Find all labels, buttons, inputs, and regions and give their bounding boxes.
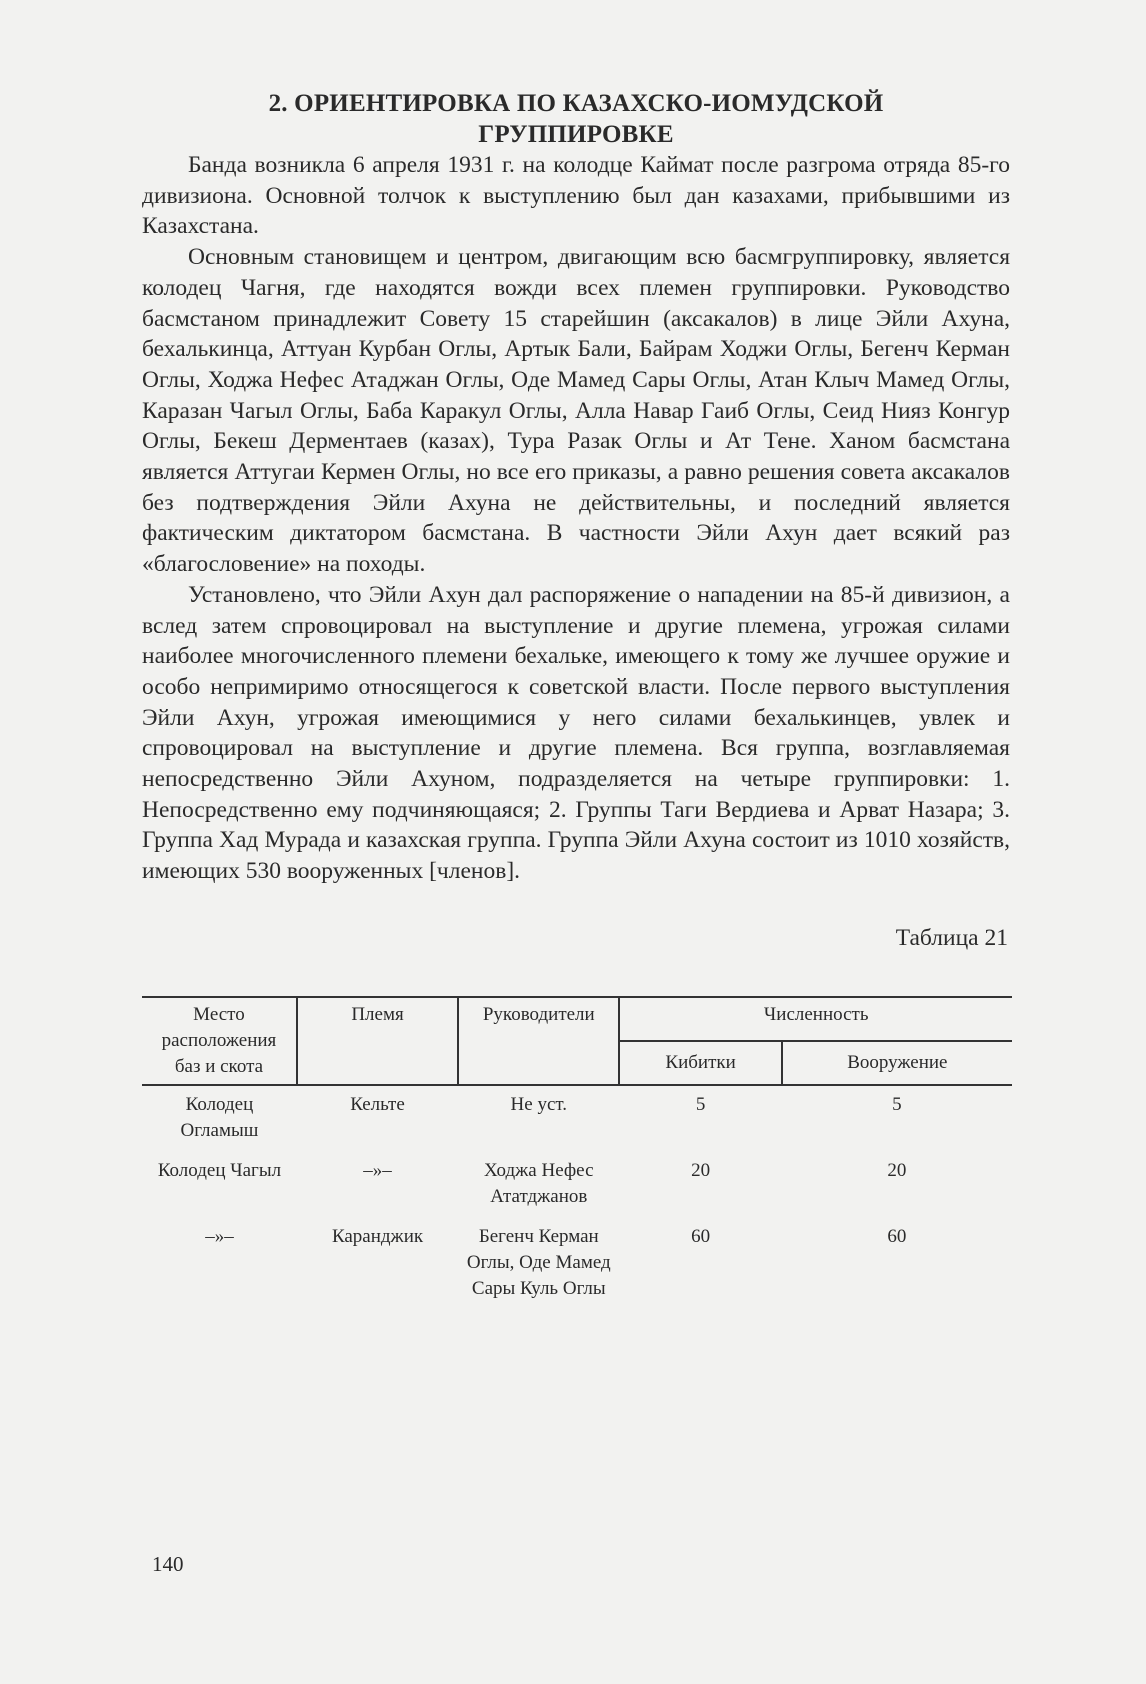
page-number: 140 — [152, 1552, 184, 1576]
cell-tents: 20 — [691, 1159, 711, 1181]
cell-tents: 5 — [695, 1093, 706, 1115]
bases-table — [142, 996, 1012, 1310]
cell-armed: 5 — [892, 1093, 902, 1115]
cell-armed: 60 — [887, 1225, 907, 1247]
cell-leaders: Не уст. — [510, 1093, 568, 1115]
header-tribe: Племя — [297, 997, 458, 1085]
header-location: Место расположения баз и скота — [142, 997, 297, 1085]
section-heading — [142, 88, 1010, 150]
cell-tribe: Каранджик — [331, 1225, 424, 1247]
cell-tribe: Кельте — [350, 1093, 405, 1115]
cell-location: –»– — [205, 1225, 234, 1247]
section-heading-line-2: ГРУППИРОВКЕ — [478, 121, 674, 148]
paragraph-3: Установлено, что Эйли Ахун дал распоряжение о нападении на 85-й дивизион, а вслед затем спровоцировал на выступление и другие племена, угрожая силами наиболее многочисленного племени бехальке, имеющего к тому же лучшее оружие и особо непримиримо относящегося к советской власти. После первого выступления Эйли Ахун, угрожая имеющимися у него силами бехалькинцев, увлек и спровоцировал на выступление и другие племена. Вся группа, возглавляемая непосредственно Эйли Ахуном, подразделяется на четыре группировки: 1. Непосредственно ему подчиняющаяся; 2. Группы Таги Вердиева и Арват Назара; 3. Группа Хад Мурада и казахская группа. Группа Эйли Ахуна состоит из 1010 хозяйств, имеющих 530 вооруженных [членов]. — [142, 581, 1010, 885]
cell-leaders: Ходжа Нефес Ататджанов — [484, 1159, 594, 1207]
table-row — [142, 1085, 1012, 1152]
paragraph-1: Банда возникла 6 апреля 1931 г. на колодце Каймат после разгрома отряда 85-го дивизиона. Основной толчок к выступлению был дан казахами, прибывшими из Казахстана. — [142, 152, 1010, 240]
header-armed: Вооружение — [782, 1041, 1012, 1085]
table-row — [142, 1152, 1012, 1218]
paragraph-2: Основным становищем и центром, двигающим всю басмгруппировку, является колодец Чагня, где находятся вожди всех племен группировки. Руководство басмстаном принадлежит Совету 15 старейшин (аксакалов) в лице Эйли Ахуна, бехалькинца, Аттуан Курбан Оглы, Артык Бали, Байрам Ходжи Оглы, Бегенч Керман Оглы, Ходжа Нефес Атаджан Оглы, Оде Мамед Сары Оглы, Атан Клыч Мамед Оглы, Каразан Чагыл Оглы, Баба Каракул Оглы, Алла Навар Гаиб Оглы, Сеид Нияз Конгур Оглы, Бекеш Дерментаев (казах), Тура Разак Оглы и Ат Тене. Ханом басмстана является Аттугаи Кермен Оглы, но все его приказы, а равно решения совета аксакалов без подтверждения Эйли Ахуна не действительны, и последний является фактическим диктатором басмстана. В частности Эйли Ахун дает всякий раз «благословение» на походы. — [142, 244, 1010, 578]
document-page — [142, 88, 1010, 1310]
header-tents: Кибитки — [619, 1041, 781, 1085]
table-row — [142, 1218, 1012, 1310]
table-caption: Таблица 21 — [895, 924, 1008, 951]
cell-armed: 20 — [887, 1159, 907, 1181]
header-leaders: Руководители — [458, 997, 619, 1085]
header-count: Численность — [619, 997, 1012, 1041]
cell-location: Колодец Огламыш — [180, 1093, 259, 1141]
cell-location: Колодец Чагыл — [157, 1159, 282, 1181]
cell-tents: 60 — [691, 1225, 711, 1247]
section-heading-line-1: 2. ОРИЕНТИРОВКА ПО КАЗАХСКО-ИОМУДСКОЙ — [268, 90, 884, 117]
cell-tribe: –»– — [363, 1159, 392, 1181]
cell-leaders: Бегенч Керман Оглы, Оде Мамед Сары Куль Оглы — [466, 1225, 611, 1299]
